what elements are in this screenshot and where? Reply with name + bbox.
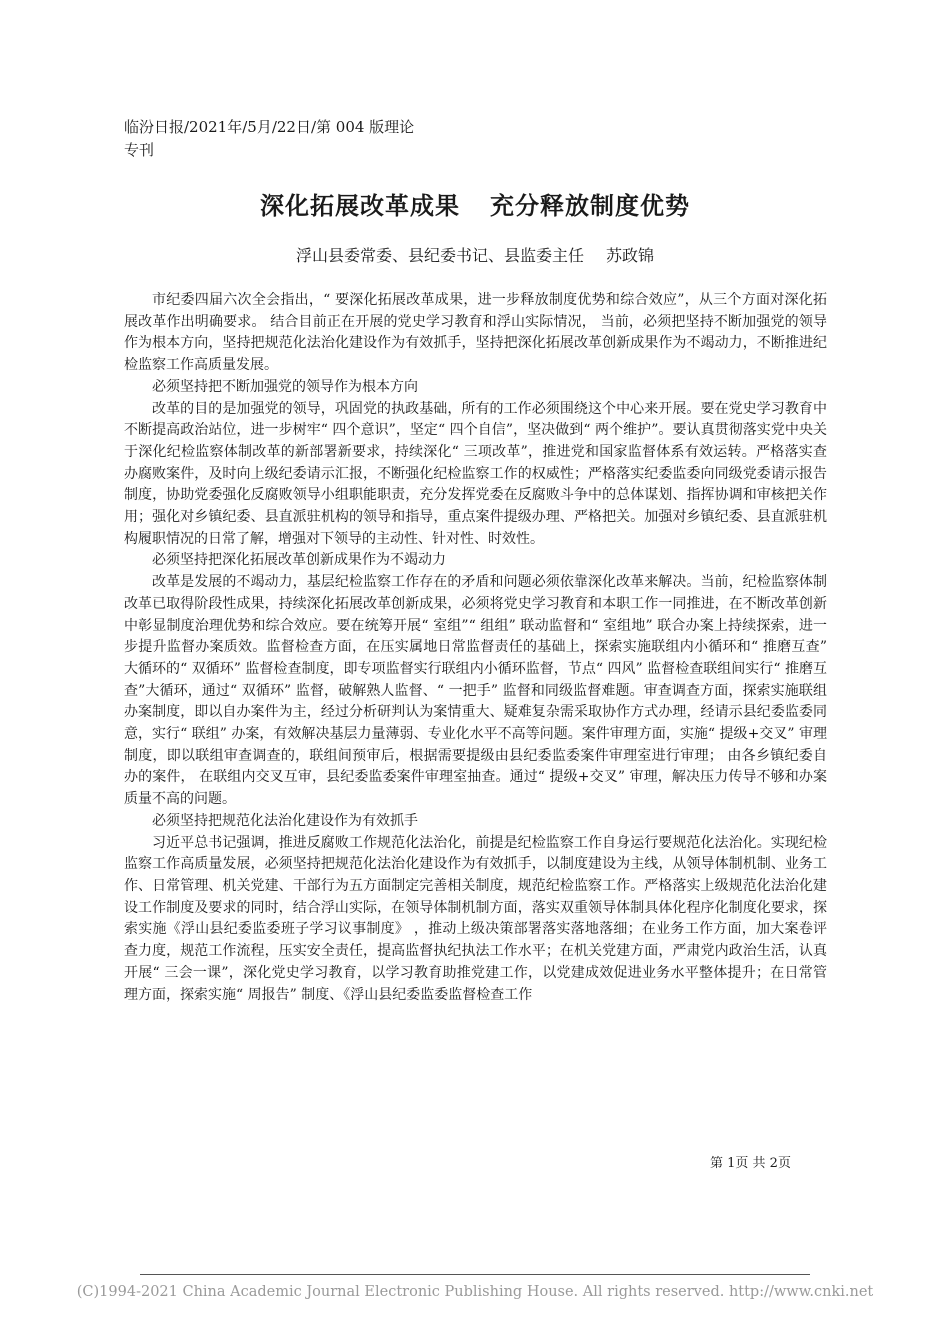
- source-line: 临汾日报/2021年/5月/22日/第 004 版理论专刊: [124, 118, 415, 159]
- paragraph-section-2: 改革是发展的不竭动力，基层纪检监察工作存在的矛盾和问题必须依靠深化改革来解决。当前，纪检监察体制改革已取得阶段性成果，持续深化拓展改革创新成果，必须将党史学习教育和本职工作一同推进，在不断改革创新中彰显制度治理优势和综合效应。要在统筹开展“ 室组”“ 组组” 联动监督和“ 室组地” 联合办案上持续探索，进一步提升监督办案质效。监督检查方面，在压实属地日常监督责任的基础上，探索实施联组内小循环和“ 推磨互查” 大循环的“ 双循环” 监督检查制度，即专项监督实行联组内小循环监督，节点“ 四风” 监督检查联组间实行“ 推磨互查”大循环，通过“ 双循环” 监督，破解熟人监督、“ 一把手” 监督和同级监督难题。审查调查方面，探索实施联组办案制度，即以自办案件为主，经过分析研判认为案情重大、疑难复杂需采取协作方式办理，经请示县纪委监委同意，实行“ 联组” 办案，有效解决基层力量薄弱、专业化水平不高等问题。案件审理方面，实施“ 提级+交叉” 审理制度，即以联组审查调查的，联组间预审后，根据需要提级由县纪委监委案件审理室进行审理； 由各乡镇纪委自办的案件， 在联组内交叉互审，县纪委监委案件审理室抽查。通过“ 提级+交叉” 审理，解决压力传导不够和办案质量不高的问题。: [124, 574, 827, 808]
- paragraph-section-1: 改革的目的是加强党的领导，巩固党的执政基础，所有的工作必须围绕这个中心来开展。要在党史学习教育中不断提高政治站位，进一步树牢“ 四个意识”，坚定“ 四个自信”，坚决做到“ 两个维护”。要认真贯彻落实党中央关于深化纪检监察体制改革的新部署新要求，持续深化“ 三项改革”，推进党和国家监督体系有效运转。严格落实查办腐败案件，及时向上级纪委请示汇报，不断强化纪检监察工作的权威性；严格落实纪委监委向同级党委请示报告制度，协助党委强化反腐败领导小组职能职责，充分发挥党委在反腐败斗争中的总体谋划、指挥协调和审核把关作用；强化对乡镇纪委、县直派驻机构的领导和指导，重点案件提级办理、严格把关。加强对乡镇纪委、县直派驻机构履职情况的日常了解，增强对下领导的主动性、针对性、时效性。: [124, 400, 827, 547]
- title-part-2: 充分释放制度优势: [490, 192, 690, 220]
- section-heading-3: 必须坚持把规范化法治化建设作为有效抓手: [152, 812, 418, 829]
- copyright-footer: (C)1994-2021 China Academic Journal Electronic Publishing House. All rights reserved. http://www.cnki.net: [76, 1284, 874, 1300]
- author-byline: [0, 243, 950, 266]
- page-number: 第 1页 共 2页: [710, 1156, 791, 1171]
- paragraph-intro: 市纪委四届六次全会指出，“ 要深化拓展改革成果，进一步释放制度优势和综合效应”，从三个方面对深化拓展改革作出明确要求。 结合目前正在开展的党史学习教育和浮山实际情况， 当前，必须把坚持不断加强党的领导作为根本方向，坚持把规范化法治化建设作为有效抓手，坚持把深化拓展改革创新成果作为不竭动力，不断推进纪检监察工作高质量发展。: [124, 292, 827, 374]
- author-name: 苏政锦: [606, 246, 655, 265]
- paragraph-section-3: 习近平总书记强调，推进反腐败工作规范化法治化，前提是纪检监察工作自身运行要规范化法治化。实现纪检监察工作高质量发展，必须坚持把规范化法治化建设作为有效抓手，以制度建设为主线，从领导体制机制、业务工作、日常管理、机关党建、干部行为五方面制定完善相关制度，规范纪检监察工作。严格落实上级规范化法治化建设工作制度及要求的同时，结合浮山实际，在领导体制机制方面，落实双重领导体制具体化程序化制度化要求，探索实施《浮山县纪委监委班子学习议事制度》 ，推动上级决策部署落实落地落细；在业务工作方面，加大案卷评查力度，规范工作流程，压实安全责任，提高监督执纪执法工作水平；在机关党建方面，严肃党内政治生活，认真开展“ 三会一课”，深化党史学习教育，以学习教育助推党建工作，以党建成效促进业务水平整体提升；在日常管理方面，探索实施“ 周报告” 制度、《浮山县纪委监委监督检查工作: [124, 834, 827, 1003]
- title-part-1: 深化拓展改革成果: [260, 192, 460, 220]
- article-body: [124, 290, 827, 1006]
- section-heading-1: 必须坚持把不断加强党的领导作为根本方向: [152, 378, 418, 395]
- author-role: 浮山县委常委、县纪委书记、县监委主任: [295, 246, 584, 265]
- article-title: [0, 186, 950, 221]
- footer-divider: [140, 1274, 810, 1275]
- section-heading-2: 必须坚持把深化拓展改革创新成果作为不竭动力: [152, 552, 446, 569]
